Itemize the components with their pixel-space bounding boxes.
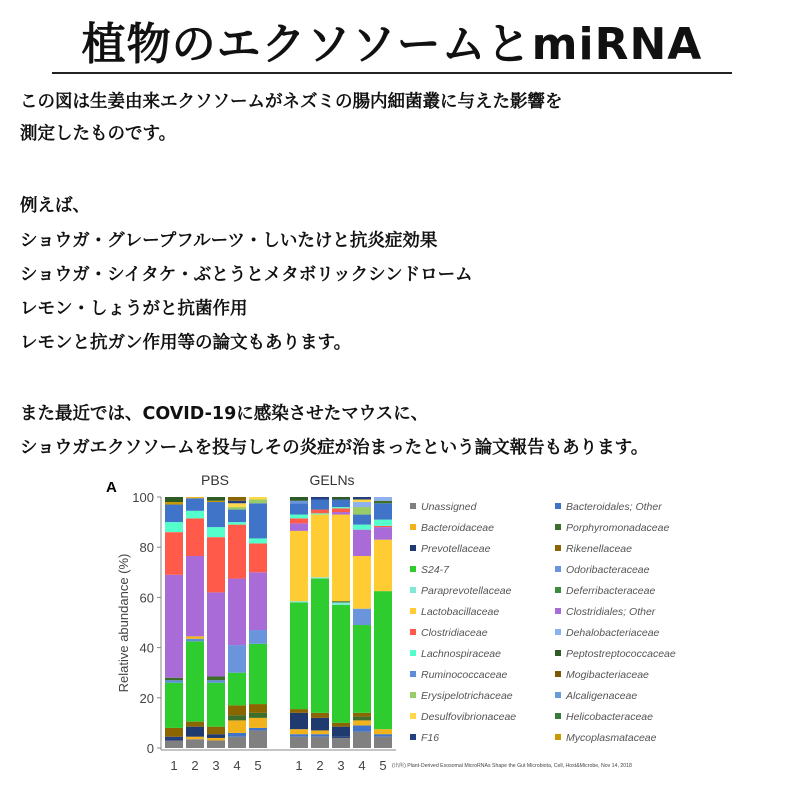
bar-segment xyxy=(290,518,308,523)
bar-segment xyxy=(353,556,371,609)
bar-segment xyxy=(207,497,225,501)
bar-segment xyxy=(207,592,225,676)
bar-segment xyxy=(165,683,183,728)
bar-segment xyxy=(165,502,183,505)
legend-label: Lachnospiraceae xyxy=(421,648,501,660)
bar-segment xyxy=(249,713,267,718)
bar-segment xyxy=(249,644,267,704)
bar-segment xyxy=(228,503,246,507)
bar-segment xyxy=(186,636,204,639)
y-tick-label: 60 xyxy=(139,590,154,606)
legend-label: Desulfovibrionaceae xyxy=(421,711,517,723)
legend-label: Paraprevotellaceae xyxy=(421,585,512,597)
bar-segment xyxy=(332,497,350,500)
legend-label: Peptostreptococcaceae xyxy=(566,648,676,660)
bar-segment xyxy=(207,683,225,727)
bar-segment xyxy=(249,630,267,644)
bar-segment xyxy=(228,705,246,715)
legend-swatch xyxy=(410,692,416,698)
bar-segment xyxy=(311,579,329,713)
paragraph-line: ショウガ・シイタケ・ぶとうとメタボリックシンドローム xyxy=(20,265,473,285)
bar-segment xyxy=(311,510,329,514)
bar-segment xyxy=(374,591,392,729)
legend-swatch xyxy=(410,608,416,614)
bar-segment xyxy=(228,715,246,720)
legend-label: Bacteroidaceae xyxy=(421,522,494,534)
bar-segment xyxy=(290,501,308,504)
bar-segment xyxy=(249,730,267,748)
group-label-pbs: PBS xyxy=(200,472,230,488)
bar-segment xyxy=(249,718,267,728)
bar-segment xyxy=(332,512,350,515)
bar-segment xyxy=(207,527,225,537)
bar-segment xyxy=(207,501,225,502)
bar-segment xyxy=(228,501,246,504)
legend-label: Deferribacteraceae xyxy=(566,585,656,597)
bar-segment xyxy=(374,520,392,526)
bar-segment xyxy=(249,704,267,713)
bar-segment xyxy=(290,602,308,709)
x-tick-label: 3 xyxy=(212,758,220,773)
legend-swatch xyxy=(555,650,561,656)
paragraph-line: レモン・しょうがと抗菌作用 xyxy=(20,299,248,319)
x-tick-label: 2 xyxy=(316,758,324,773)
legend-swatch xyxy=(555,545,561,551)
bar-segment xyxy=(374,540,392,591)
legend-label: F16 xyxy=(421,732,440,744)
bar-segment xyxy=(290,729,308,734)
paragraph-line: この図は生姜由来エクソソームがネズミの腸内細菌叢に与えた影響を xyxy=(20,92,563,112)
bar-segment xyxy=(165,575,183,678)
bar-segment xyxy=(332,507,350,508)
bar-segment xyxy=(165,737,183,741)
bar-segment xyxy=(165,740,183,748)
paragraph-line: 測定したものです。 xyxy=(20,124,177,144)
bar-segment xyxy=(186,511,204,519)
legend-swatch xyxy=(555,713,561,719)
x-tick-label: 5 xyxy=(379,758,387,773)
bar-segment xyxy=(249,572,267,630)
bar-segment xyxy=(290,503,308,514)
legend-swatch xyxy=(410,545,416,551)
bar-segment xyxy=(186,737,204,740)
y-tick-label: 40 xyxy=(139,640,154,656)
bar-segment xyxy=(332,500,350,508)
legend-label: Unassigned xyxy=(421,501,477,513)
bar-segment xyxy=(186,641,204,721)
bar-segment xyxy=(353,609,371,625)
bar-segment xyxy=(311,500,329,510)
legend-label: Mogibacteriaceae xyxy=(566,669,649,681)
citation: (出所) Plant-Derived Exosomal MicroRNAs Shape the Gut Microbiota, Cell, Host&Microbe, Nov 14, 2018 xyxy=(392,763,632,769)
bar-segment xyxy=(186,639,204,642)
bar-segment xyxy=(207,502,225,527)
bar-segment xyxy=(290,497,308,501)
bar-segment xyxy=(228,579,246,646)
bar-segment xyxy=(228,737,246,748)
bar-segment xyxy=(186,556,204,636)
bar-segment xyxy=(207,740,225,748)
bar-segment xyxy=(207,676,225,680)
bar-segment xyxy=(332,508,350,512)
bar-segment xyxy=(207,738,225,741)
bar-segment xyxy=(186,497,204,498)
legend-label: S24-7 xyxy=(421,564,450,576)
bar-segment xyxy=(228,497,246,501)
legend-label: Prevotellaceae xyxy=(421,543,491,555)
legend-swatch xyxy=(555,524,561,530)
bar-segment xyxy=(228,645,246,673)
x-tick-label: 5 xyxy=(254,758,262,773)
bar-segment xyxy=(186,518,204,556)
panel-label: A xyxy=(106,479,117,496)
bar-segment xyxy=(228,733,246,737)
bar-segment xyxy=(311,737,329,748)
legend-label: Helicobacteraceae xyxy=(566,711,653,723)
bar-segment xyxy=(311,718,329,731)
bar-segment xyxy=(353,717,371,721)
x-tick-label: 1 xyxy=(170,758,178,773)
bar-segment xyxy=(332,727,350,737)
legend-label: Ruminococcaceae xyxy=(421,669,508,681)
group-label-gelns: GELNs xyxy=(309,472,355,488)
legend-swatch xyxy=(555,503,561,509)
bar-segment xyxy=(374,526,392,527)
bar-segment xyxy=(186,722,204,727)
bar-segment xyxy=(311,515,329,578)
bar-segment xyxy=(374,501,392,504)
paragraph-line: ショウガエクソソームを投与しその炎症が治まったという論文報告もあります。 xyxy=(20,438,649,458)
legend-swatch xyxy=(410,671,416,677)
bar-segment xyxy=(374,729,392,734)
bar-segment xyxy=(290,737,308,748)
bar-segment xyxy=(249,497,267,500)
bar-segment xyxy=(249,500,267,504)
bar-segment xyxy=(353,725,371,731)
x-tick-label: 2 xyxy=(191,758,199,773)
bar-segment xyxy=(353,507,371,515)
legend-swatch xyxy=(555,566,561,572)
paragraph-line: ショウガ・グレープフルーツ・しいたけと抗炎症効果 xyxy=(20,231,438,251)
legend-swatch xyxy=(555,671,561,677)
legend-swatch xyxy=(555,587,561,593)
bar-segment xyxy=(311,713,329,718)
legend-swatch xyxy=(555,629,561,635)
legend-swatch xyxy=(410,566,416,572)
bar-segment xyxy=(165,678,183,681)
bar-segment xyxy=(353,500,371,503)
legend-swatch xyxy=(410,629,416,635)
legend-swatch xyxy=(410,587,416,593)
bar-segment xyxy=(207,734,225,738)
bar-segment xyxy=(332,723,350,727)
bar-segment xyxy=(290,709,308,713)
legend-label: Clostridiaceae xyxy=(421,627,488,639)
page-title: 植物のエクソソームとmiRNA xyxy=(81,19,703,70)
bar-segment xyxy=(186,727,204,737)
bar-segment xyxy=(228,507,246,510)
legend-label: Porphyromonadaceae xyxy=(566,522,670,534)
bar-segment xyxy=(249,538,267,543)
bar-segment xyxy=(249,503,267,538)
legend-label: Clostridiales; Other xyxy=(566,606,656,618)
y-tick-label: 20 xyxy=(139,690,154,706)
legend-label: Rikenellaceae xyxy=(566,543,632,555)
bar-segment xyxy=(290,523,308,531)
bar-segment xyxy=(165,505,183,523)
y-tick-label: 0 xyxy=(146,741,154,756)
paragraph-line: 例えば、 xyxy=(20,196,90,216)
bar-segment xyxy=(374,527,392,540)
bar-segment xyxy=(249,543,267,572)
title-underline xyxy=(52,72,732,74)
x-tick-label: 1 xyxy=(295,758,303,773)
bar-segment xyxy=(353,497,371,500)
bar-segment xyxy=(353,713,371,717)
legend-swatch xyxy=(410,734,416,740)
x-tick-label: 4 xyxy=(358,758,366,773)
bar-segment xyxy=(207,537,225,592)
legend-swatch xyxy=(410,503,416,509)
bar-segment xyxy=(332,737,350,738)
bar-segment xyxy=(186,739,204,748)
bar-segment xyxy=(374,737,392,748)
bar-segment xyxy=(207,727,225,735)
bar-segment xyxy=(228,522,246,525)
bar-segment xyxy=(165,680,183,683)
bar-segment xyxy=(353,530,371,556)
legend-swatch xyxy=(555,692,561,698)
paragraph-line: レモンと抗ガン作用等の論文もあります。 xyxy=(20,333,352,353)
bar-segment xyxy=(228,525,246,579)
bar-segment xyxy=(228,720,246,733)
legend-label: Dehalobacteriaceae xyxy=(566,627,660,639)
legend-swatch xyxy=(410,650,416,656)
bar-segment xyxy=(165,522,183,532)
bar-segment xyxy=(186,498,204,511)
bar-segment xyxy=(332,738,350,748)
bar-segment xyxy=(290,734,308,737)
bar-segment xyxy=(290,515,308,519)
bar-segment xyxy=(207,680,225,683)
bar-segment xyxy=(353,525,371,530)
bar-segment xyxy=(374,497,392,501)
legend-swatch xyxy=(410,524,416,530)
legend-label: Odoribacteraceae xyxy=(566,564,650,576)
bar-segment xyxy=(332,601,350,602)
x-tick-label: 3 xyxy=(337,758,345,773)
bar-segment xyxy=(311,734,329,737)
bar-segment xyxy=(353,502,371,507)
bar-segment xyxy=(311,730,329,734)
bar-segment xyxy=(290,713,308,729)
bar-segment xyxy=(165,532,183,575)
legend-swatch xyxy=(410,713,416,719)
bar-segment xyxy=(332,515,350,602)
y-tick-label: 100 xyxy=(132,490,154,505)
bar-segment xyxy=(165,728,183,737)
legend-label: Mycoplasmataceae xyxy=(566,732,657,744)
bar-segment xyxy=(228,510,246,523)
stacked-bar-chart xyxy=(100,470,700,780)
bar-segment xyxy=(311,577,329,578)
bar-segment xyxy=(353,732,371,748)
bar-segment xyxy=(311,497,329,500)
bar-segment xyxy=(165,497,183,502)
paragraph-line: また最近では、COVID-19に感染させたマウスに、 xyxy=(20,404,429,424)
y-axis-label: Relative abundance (%) xyxy=(116,553,131,693)
bar-segment xyxy=(290,601,308,602)
bar-segment xyxy=(374,503,392,519)
legend-label: Alcaligenaceae xyxy=(566,690,638,702)
y-tick-label: 80 xyxy=(139,540,154,556)
bar-segment xyxy=(332,605,350,723)
bar-segment xyxy=(353,625,371,713)
legend-swatch xyxy=(555,608,561,614)
bar-segment xyxy=(228,673,246,706)
bar-segment xyxy=(374,734,392,737)
legend-label: Lactobacillaceae xyxy=(421,606,500,618)
bar-segment xyxy=(290,531,308,601)
bar-segment xyxy=(353,515,371,525)
bar-segment xyxy=(332,602,350,605)
bar-segment xyxy=(353,720,371,725)
x-tick-label: 4 xyxy=(233,758,241,773)
legend-label: Erysipelotrichaceae xyxy=(421,690,513,702)
bar-segment xyxy=(249,728,267,731)
legend-swatch xyxy=(555,734,561,740)
legend-label: Bacteroidales; Other xyxy=(566,501,662,513)
bar-segment xyxy=(311,513,329,514)
